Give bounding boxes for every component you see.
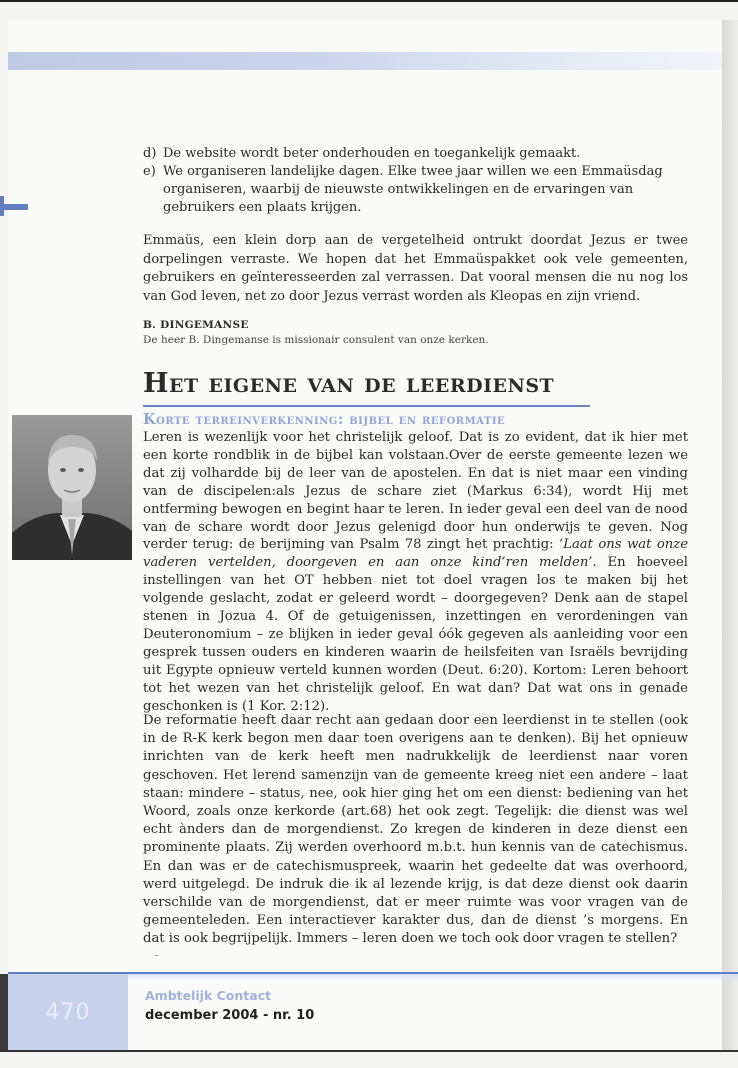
header-color-band xyxy=(8,52,722,70)
journal-name: Ambtelijk Contact xyxy=(145,988,272,1003)
article-subtitle: Korte terreinverkenning: bijbel en reformatie xyxy=(143,411,506,428)
margin-tab xyxy=(0,204,28,210)
paragraph-1-text-a: Leren is wezenlijk voor het christelijk geloof. Dat is zo evident, dat ik hier met een korte rondblik in de bijbel kan volstaan.Over de eerste gemeente lezen we dat zij volhardde bij de leer van de apostelen. En dat is niet maar een vinding van de discipelen:als Jezus de schare ziet (Markus 6:34), wordt Hij met ontferming bewogen en begint haar te leren. In ieder geval een deel van de nood van de schare wordt door Jezus gelenigd door hun onderwijs te geven. Nog verder terug: de berijming van Psalm 78 zingt het prachtig: xyxy=(143,430,688,553)
psalm-quote: ‘Laat ons wat onze vaderen vertelden, doorgeven en aan onze kind’ren melden’ xyxy=(143,537,689,571)
list-marker: e) xyxy=(143,164,156,179)
list-item-text: De website wordt beter onderhouden en toegankelijk gemaakt. xyxy=(163,146,581,161)
emmaus-paragraph: Emmaüs, een klein dorp aan de vergetelheid ontrukt doordat Jezus er twee dorpelingen verraste. We hopen dat het Emmaüspakket ook vele gemeenten, gebruikers en geïnteresseerden zal verrassen. Dat vooral mensen die nu nog los van God leven, net zo door Jezus verrast worden als Kleopas en zijn vriend. xyxy=(143,233,688,304)
list-item xyxy=(143,163,688,217)
list-marker: d) xyxy=(143,146,157,161)
goals-list xyxy=(143,145,688,217)
page-left-edge xyxy=(0,974,8,1052)
paragraph-1-text-b: . En hoeveel instellingen van het OT hebben niet tot doel vragen los te maken bij het volgende geslacht, zodat er geleerd wordt – doorgegeven? Denk aan de stapel stenen in Jozua 4. Of de getuigenissen, inzettingen en verordeningen van Deuteronomium – ze blijken in ieder geval óók gegeven als aanleiding voor een gesprek tussen ouders en kinderen waarin de heilsfeiten van Israëls bevrijding uit Egypte opnieuw verteld kunnen worden (Deut. 6:20). Kortom: Leren behoort tot het wezen van het christelijk geloof. En wat dan? Dat wat ons in genade geschonken is (1 Kor. 2:12). xyxy=(143,555,689,714)
list-item-text: We organiseren landelijke dagen. Elke twee jaar willen we een Emmaüsdag organiseren, waarbij de nieuwste ontwikkelingen en de ervaringen van gebruikers een plaats krijgen. xyxy=(163,164,663,215)
portrait-photo-icon xyxy=(12,415,132,560)
page-edge-shadow xyxy=(722,20,738,1050)
article-paragraph-1 xyxy=(143,429,688,716)
list-item xyxy=(143,145,688,163)
title-underline xyxy=(143,405,590,407)
issue-info: december 2004 - nr. 10 xyxy=(145,1008,315,1023)
page-number: 470 xyxy=(45,1000,91,1025)
author-name: B. DINGEMANSE xyxy=(143,319,249,331)
author-portrait xyxy=(12,415,132,560)
top-rule xyxy=(0,0,738,2)
article-paragraph-2: De reformatie heeft daar recht aan gedaan door een leerdienst in te stellen (ook in de R-K kerk begon men daar toen overigens aan te denken). Bij het opnieuw inrichten van de kerk heeft men nadrukkelijk de leerdienst naar voren geschoven. Het lerend samenzijn van de gemeente kreeg niet een andere – laat staan: mindere – status, nee, ook hier ging het om een dienst: bediening van het Woord, zoals onze kerkorde (art.68) het ook zegt. Tegelijk: die dienst was wel echt ànders dan de morgendienst. Zo kregen de kinderen in deze dienst een prominente plaats. Zij werden overhoord m.b.t. hun kennis van de catechismus. En dan was er de catechismuspreek, waarin het gedeelte dat was overhoord, werd uitgelegd. De indruk die ik al lezende krijg, is dat deze dienst ook daarin verschilde van de morgendienst, dat er meer ruimte was voor vragen van de gemeenteleden. Een interactiever karakter dus, dan de dienst ’s morgens. En dat is ook begrijpelijk. Immers – leren doen we toch ook door vragen te stellen? xyxy=(143,713,688,947)
author-note: De heer B. Dingemanse is missionair consulent van onze kerken. xyxy=(143,334,489,346)
stray-mark xyxy=(155,955,158,956)
bottom-edge xyxy=(0,1050,738,1052)
article-title: Het eigene van de leerdienst xyxy=(143,368,555,399)
